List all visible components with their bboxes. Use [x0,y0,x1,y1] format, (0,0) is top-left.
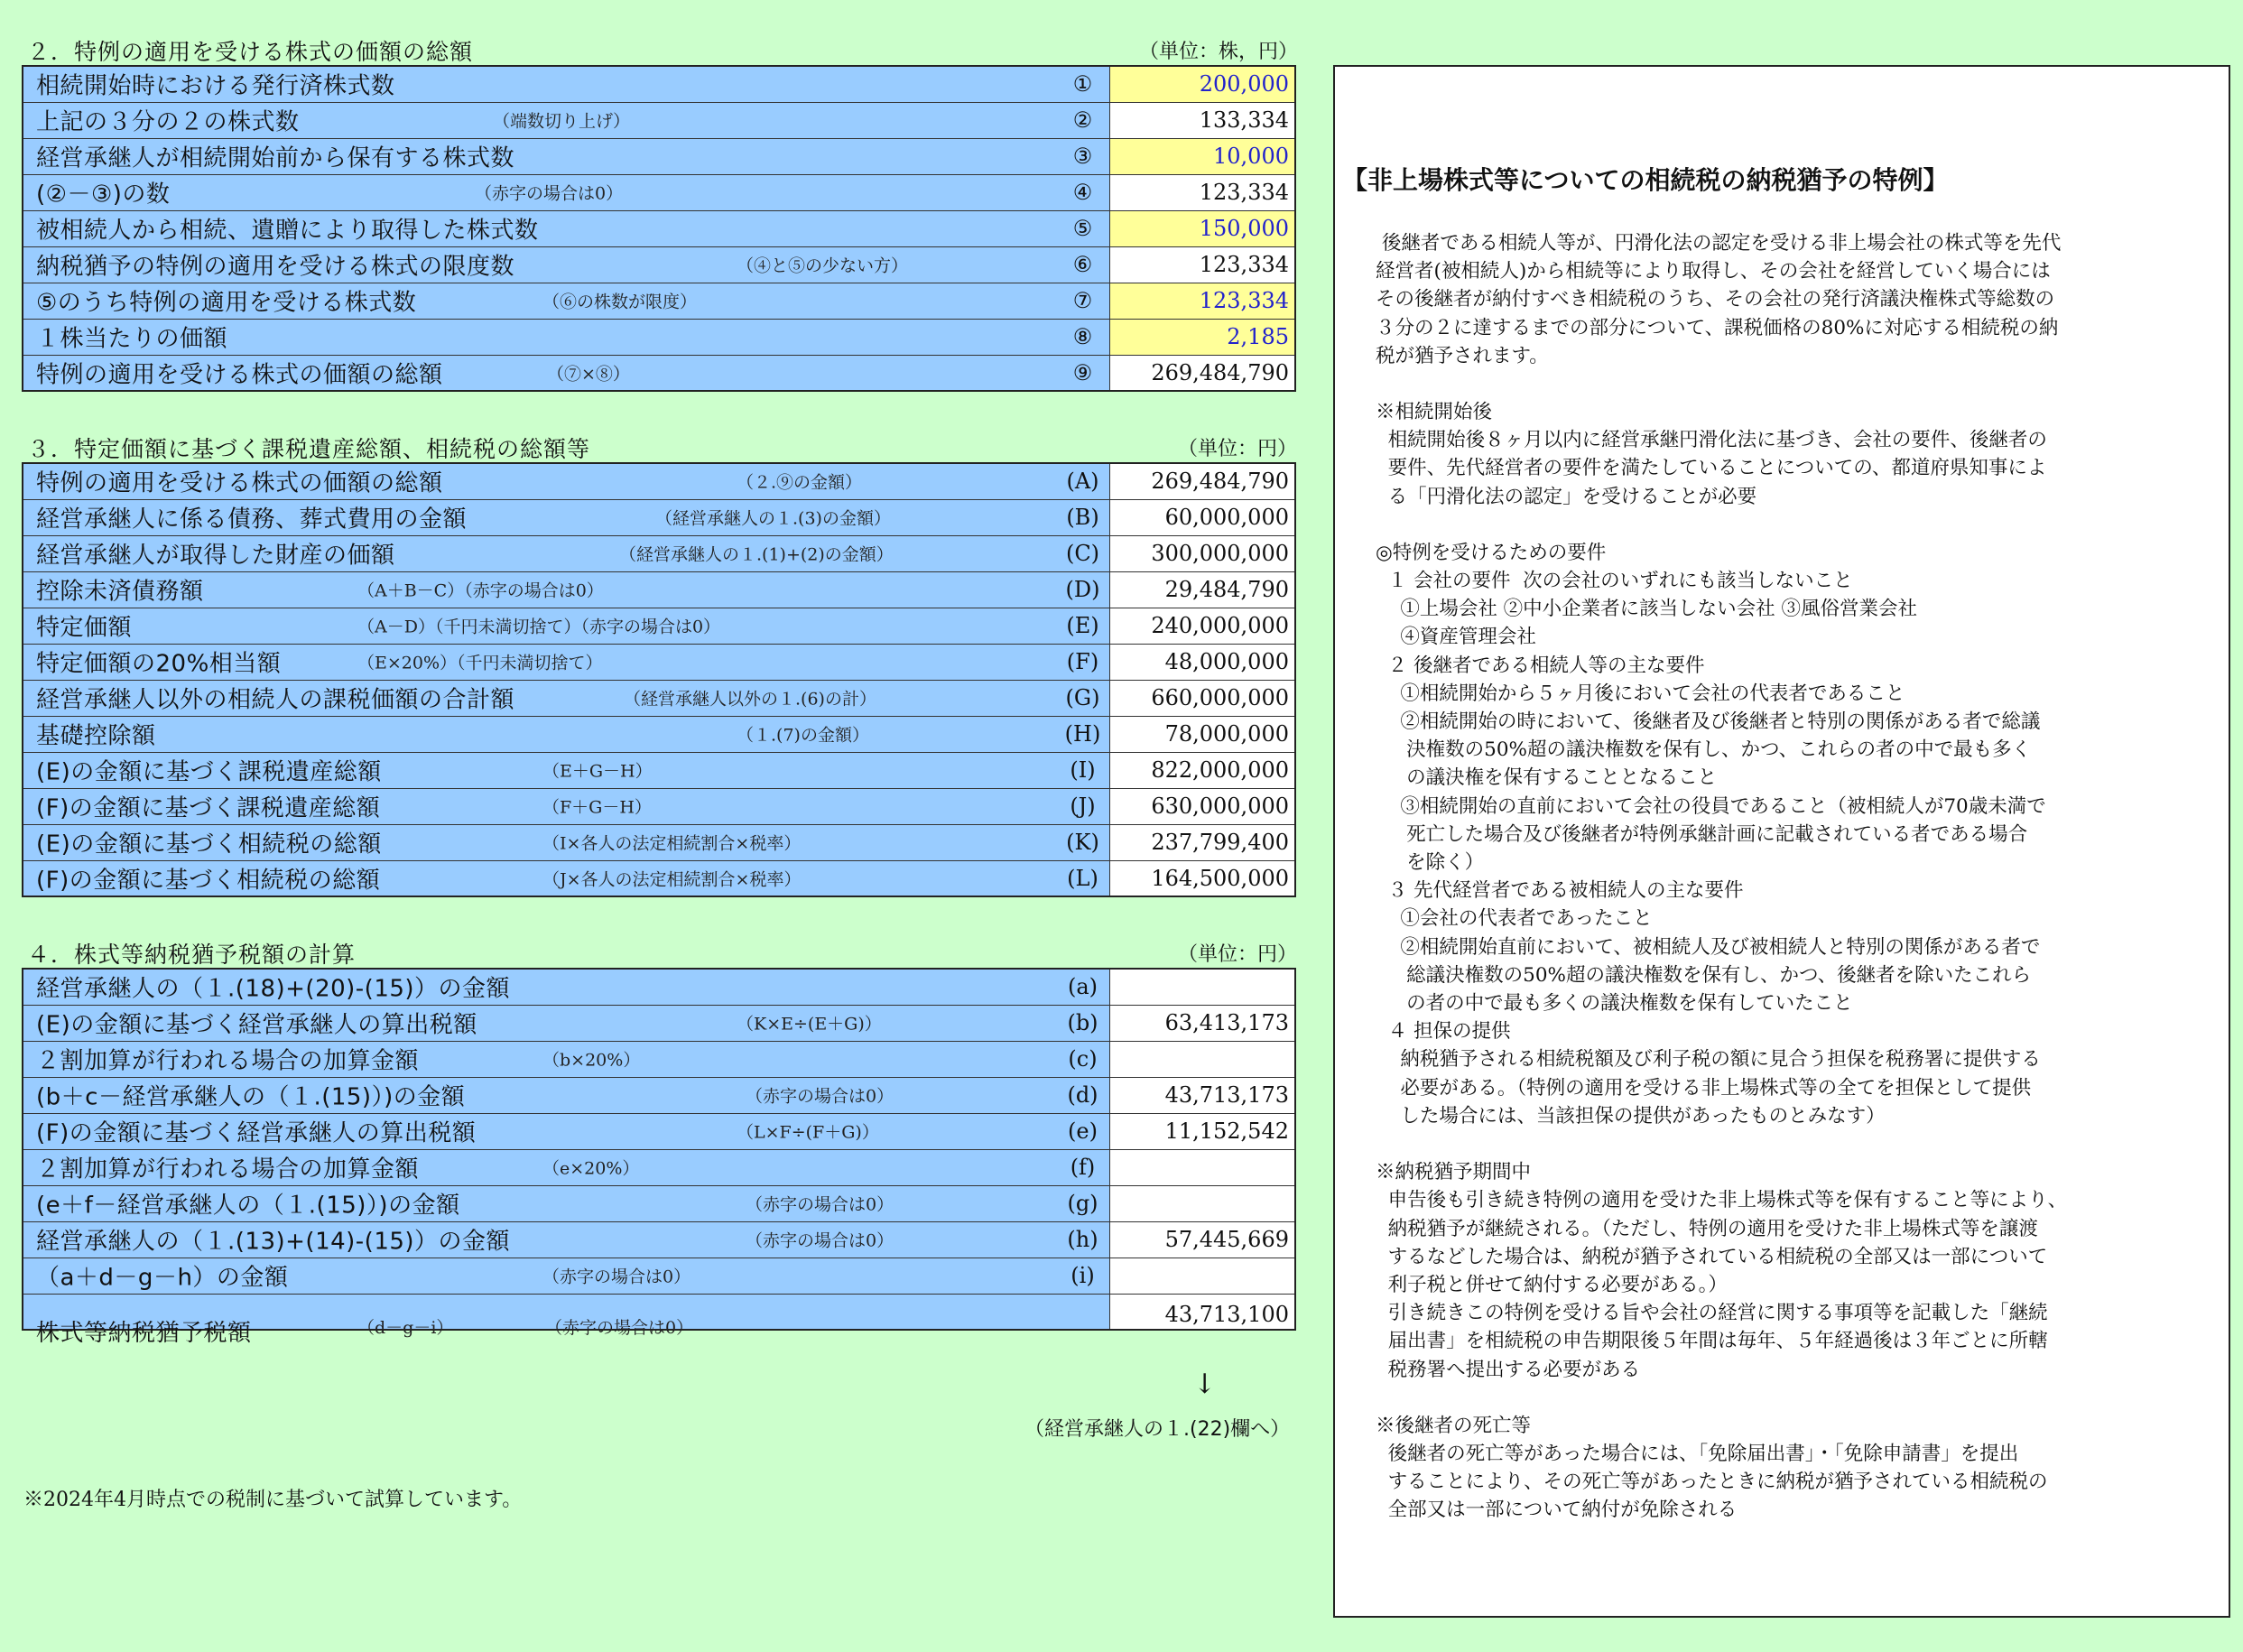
row-note: （E＋G－H） [542,761,653,782]
row-mark: (I) [1070,757,1096,783]
row-mark: (J) [1070,794,1096,819]
row-note: （２.⑨の金額） [737,472,863,493]
info-line: 死亡した場合及び後継者が特例承継計画に記載されている者である場合 [1376,822,2028,846]
row-label: 被相続人から相続、遺贈により取得した株式数 [36,217,539,245]
table-row [23,1149,1295,1185]
row-value[interactable]: 123,334 [1109,283,1295,319]
row-note: （経営承継人の１.(3)の金額） [655,508,891,529]
section4-unit: （単位：円） [1178,943,1298,966]
row-value: 11,152,542 [1109,1113,1295,1149]
row-label-cell [23,752,1109,788]
row-label-cell [23,969,1109,1005]
row-note: （K×E÷(E＋G)） [737,1014,882,1035]
row-label-cell [23,1185,1109,1221]
table-row [23,644,1295,680]
table-row [23,174,1295,210]
row-label-cell [23,680,1109,716]
table-row [23,1113,1295,1149]
row-value[interactable]: 200,000 [1109,66,1295,102]
info-line: 経営者(被相続人)から相続等により取得し、その会社を経営していく場合には [1376,260,2051,283]
row-value [1109,969,1295,1005]
row-label: （a＋d－g－h）の金額 [36,1264,289,1292]
info-line: ３ 先代経営者である被相続人の主な要件 [1376,879,1744,903]
row-label: (F)の金額に基づく相続税の総額 [36,867,381,895]
final-note: （赤字の場合は0） [545,1317,694,1338]
row-value: 123,334 [1109,246,1295,283]
row-value: 269,484,790 [1109,463,1295,499]
info-line: ①上場会社 ②中小企業者に該当しない会社 ③風俗営業会社 [1376,598,1918,621]
table-row [23,1185,1295,1221]
final-value[interactable]: 43,713,100 [1109,1294,1295,1330]
table-row [23,1041,1295,1077]
row-mark: (b) [1067,1010,1098,1035]
info-line: を除く） [1376,851,1485,875]
row-label: 基礎控除額 [36,722,156,750]
info-line: ①会社の代表者であったこと [1376,907,1653,931]
row-label: 上記の３分の２の株式数 [36,108,300,136]
table-row [23,210,1295,246]
section4-table [22,968,1296,1347]
row-mark: (h) [1067,1227,1098,1252]
row-note: （b×20%） [542,1050,641,1071]
row-note: （A－D）（千円未満切捨て）（赤字の場合は0） [357,617,721,637]
section2-title: ２．特例の適用を受ける株式の価額の総額 [27,39,474,65]
row-value: 300,000,000 [1109,535,1295,571]
info-line: ※納税猶予期間中 [1376,1161,1532,1184]
table-row [23,283,1295,319]
info-line: した場合には、当該担保の提供があったものとみなす） [1376,1104,1886,1128]
table-row [23,571,1295,608]
info-line: ②相続開始の時において、後継者及び後継者と特別の関係がある者で総議 [1376,710,2041,734]
table-row [23,463,1295,499]
table-row [23,138,1295,174]
info-line: 申告後も引き続き特例の適用を受けた非上場株式等を保有すること等により、 [1376,1189,2068,1212]
row-label: (E)の金額に基づく課税遺産総額 [36,758,382,786]
row-mark: (A) [1066,469,1099,495]
row-label-cell [23,608,1109,644]
info-line: ①相続開始から５ヶ月後において会社の代表者であること [1376,682,1905,705]
row-mark: ⑥ [1072,252,1093,277]
row-mark: (H) [1064,721,1101,747]
table-row [23,680,1295,716]
row-label: (F)の金額に基づく経営承継人の算出税額 [36,1119,477,1147]
row-label: 特例の適用を受ける株式の価額の総額 [36,361,443,389]
row-label-cell [23,66,1109,102]
info-line: ◎特例を受けるための要件 [1376,541,1607,564]
info-line: 決権数の50%超の議決権数を保有し、かつ、これらの者の中で最も多く [1376,738,2032,762]
row-label-cell [23,716,1109,752]
table-row [23,1221,1295,1258]
table-row [23,355,1295,391]
row-mark: ② [1072,107,1093,133]
info-line [1376,1384,2206,1412]
row-mark: (K) [1066,830,1099,855]
row-note: （⑥の株数が限度） [542,292,698,312]
row-label-cell [23,102,1109,138]
section3-title: ３．特定価額に基づく課税遺産総額、相続税の総額等 [27,436,591,462]
table-row [23,824,1295,860]
row-label: (e＋f－経営承継人の（１.(15)）)の金額 [36,1192,460,1220]
row-mark: ⑨ [1072,359,1093,385]
info-line: ３分の２に達するまでの部分について、課税価格の80%に対応する相続税の納 [1376,316,2059,339]
info-line: る「円滑化法の認定」を受けることが必要 [1376,485,1757,508]
info-line: ④資産管理会社 [1376,626,1536,649]
row-label-cell [23,571,1109,608]
row-note: （④と⑤の少ない方） [737,255,909,276]
info-line [1376,370,2206,398]
info-line: その後継者が納付すべき相続税のうち、その会社の発行済議決権株式等総数の [1376,288,2055,311]
row-mark: ④ [1072,180,1093,205]
info-line: することにより、その死亡等があったときに納税が猶予されている相続税の [1376,1471,2048,1494]
row-mark: ⑧ [1072,324,1093,349]
final-label: 株式等納税猶予税額 [36,1319,252,1347]
row-mark: (i) [1071,1263,1095,1288]
info-line [1376,1130,2206,1158]
info-line: 相続開始後８ヶ月以内に経営承継円滑化法に基づき、会社の要件、後継者の [1376,429,2047,452]
info-panel-text [1376,229,2206,1525]
row-label: (F)の金額に基づく課税遺産総額 [36,794,381,822]
row-label: 特定価額 [36,614,133,642]
row-note: （経営承継人以外の１.(6)の計） [624,689,876,710]
table-row [23,860,1295,896]
row-value: 822,000,000 [1109,752,1295,788]
row-mark: (g) [1067,1191,1098,1216]
final-label-cell [23,1294,1109,1347]
row-mark: (L) [1067,865,1098,891]
table-row [23,969,1295,1005]
row-label: 相続開始時における発行済株式数 [36,72,395,100]
row-note: （赤字の場合は0） [475,183,624,204]
row-mark: ③ [1072,144,1093,169]
row-label: ２割加算が行われる場合の加算金額 [36,1047,420,1075]
row-label: (E)の金額に基づく相続税の総額 [36,831,382,858]
info-line: ③相続開始の直前において会社の役員であること（被相続人が70歳未満で [1376,794,2046,818]
table-row [23,102,1295,138]
info-line: １ 会社の要件 次の会社のいずれにも該当しないこと [1376,570,1853,593]
footnote: ※2024年4月時点での税制に基づいて試算しています。 [23,1489,523,1511]
table-row [23,1005,1295,1041]
row-value: 29,484,790 [1109,571,1295,608]
row-label-cell [23,1149,1109,1185]
info-line: の議決権を保有することとなること [1376,766,1718,790]
row-value [1109,1149,1295,1185]
row-label: 経営承継人の（１.(13)+(14)-(15)）の金額 [36,1228,511,1256]
row-label-cell [23,210,1109,246]
row-label: ２割加算が行われる場合の加算金額 [36,1155,420,1183]
row-mark: (C) [1065,541,1100,566]
row-label: 特定価額の20%相当額 [36,650,282,678]
row-note: （赤字の場合は0） [746,1194,894,1215]
row-value: 164,500,000 [1109,860,1295,896]
table-row [23,319,1295,355]
row-label-cell [23,824,1109,860]
row-note: （端数切り上げ） [493,111,631,132]
row-note: （L×F÷(F＋G)） [737,1122,879,1143]
row-value: 57,445,669 [1109,1221,1295,1258]
row-note: （e×20%） [542,1158,640,1179]
info-line: ２ 後継者である相続人等の主な要件 [1376,654,1705,677]
row-label-cell [23,283,1109,319]
row-mark: (F) [1066,649,1099,674]
row-label: (b＋c－経営承継人の（１.(15)）)の金額 [36,1083,466,1111]
row-label-cell [23,1041,1109,1077]
row-label-cell [23,860,1109,896]
info-line: ②相続開始直前において、被相続人及び被相続人と特別の関係がある者で [1376,935,2041,959]
final-formula: （d－g－i） [357,1317,454,1338]
row-note: （A＋B－C）（赤字の場合は0） [357,580,604,601]
row-label: 経営承継人が取得した財産の価額 [36,542,395,570]
row-mark: ① [1072,71,1093,97]
row-value: 269,484,790 [1109,355,1295,391]
row-label: 経営承継人に係る債務、葬式費用の金額 [36,506,468,534]
info-line [1376,511,2206,539]
table-row [23,716,1295,752]
row-label-cell [23,138,1109,174]
row-label: 特例の適用を受ける株式の価額の総額 [36,469,443,497]
info-line: の者の中で最も多くの議決権数を保有していたこと [1376,992,1853,1016]
table-row [23,788,1295,824]
row-note: （⑦×⑧） [547,364,630,385]
row-value: 237,799,400 [1109,824,1295,860]
info-line: 後継者の死亡等があった場合には、「免除届出書」・「免除申請書」を提出 [1376,1442,2019,1465]
row-label: １株当たりの価額 [36,325,228,353]
row-value: 630,000,000 [1109,788,1295,824]
section4-title: ４．株式等納税猶予税額の計算 [27,942,357,968]
row-label-cell [23,644,1109,680]
row-mark: (e) [1068,1118,1098,1144]
info-line: 要件、先代経営者の要件を満たしていることについての、都道府県知事によ [1376,457,2047,480]
row-note: （I×各人の法定相続割合×税率） [542,833,802,854]
row-label-cell [23,1113,1109,1149]
row-note: （J×各人の法定相続割合×税率） [542,869,802,890]
info-line: ※相続開始後 [1376,401,1493,424]
row-label-cell [23,1077,1109,1113]
row-value: 660,000,000 [1109,680,1295,716]
row-mark: (D) [1065,577,1100,602]
row-value: 48,000,000 [1109,644,1295,680]
row-note: （経営承継人の１.(1)+(2)の金額） [619,544,894,565]
row-mark: (B) [1066,505,1099,530]
row-value [1109,1185,1295,1221]
info-line: 税が猶予されます。 [1376,344,1549,367]
info-line: 利子税と併せて納付する必要がある。） [1376,1273,1728,1296]
info-line: 届出書」を相続税の申告期限後５年間は毎年、５年経過後は３年ごとに所轄 [1376,1330,2048,1353]
row-mark: (a) [1067,974,1098,1000]
row-value: 123,334 [1109,174,1295,210]
row-label-cell [23,174,1109,210]
table-row [23,1258,1295,1294]
row-mark: (G) [1065,685,1100,710]
final-row [23,1294,1295,1330]
table-row [23,66,1295,102]
row-label: 経営承継人が相続開始前から保有する株式数 [36,144,515,172]
table-row [23,1077,1295,1113]
row-label: (②－③)の数 [36,181,171,209]
row-label-cell [23,499,1109,535]
row-value[interactable]: 150,000 [1109,210,1295,246]
section2-table [22,65,1296,392]
row-label-cell [23,355,1109,391]
row-label-cell [23,246,1109,283]
row-note: （１.(7)の金額） [737,725,869,746]
info-panel-title: 【非上場株式等についての相続税の納税猶予の特例】 [1342,165,1949,195]
row-label-cell [23,1221,1109,1258]
info-line: 総議決権数の50%超の議決権数を保有し、かつ、後継者を除いたこれら [1376,963,2032,987]
row-mark: (E) [1066,613,1099,638]
info-line: 納税猶予される相続税額及び利子税の額に見合う担保を税務署に提供する [1376,1048,2041,1072]
row-mark: ⑤ [1072,216,1093,241]
row-label-cell [23,1005,1109,1041]
row-value: 43,713,173 [1109,1077,1295,1113]
row-label-cell [23,535,1109,571]
row-label: (E)の金額に基づく経営承継人の算出税額 [36,1011,477,1039]
row-label: ⑤のうち特例の適用を受ける株式数 [36,289,417,317]
info-panel [1333,65,2230,1618]
row-note: （E×20%）（千円未満切捨て） [357,653,603,673]
info-line: 納税猶予が継続される。（ただし、特例の適用を受けた非上場株式等を譲渡 [1376,1217,2038,1240]
table-row [23,752,1295,788]
row-value: 240,000,000 [1109,608,1295,644]
row-note: （赤字の場合は0） [746,1230,894,1251]
row-mark: (c) [1068,1046,1098,1072]
row-label-cell [23,1258,1109,1294]
info-line: 税務署へ提出する必要がある [1376,1358,1641,1381]
info-line: 必要がある。（特例の適用を受ける非上場株式等の全てを担保として提供 [1376,1076,2032,1100]
row-label-cell [23,788,1109,824]
row-label: 納税猶予の特例の適用を受ける株式の限度数 [36,253,515,281]
section3-table [22,462,1296,897]
table-row [23,608,1295,644]
row-label: 経営承継人以外の相続人の課税価額の合計額 [36,686,515,714]
info-line: 引き続きこの特例を受ける旨や会社の経営に関する事項等を記載した「継続 [1376,1302,2048,1325]
section3-unit: （単位：円） [1178,438,1298,460]
row-value: 63,413,173 [1109,1005,1295,1041]
info-line: ４ 担保の提供 [1376,1020,1511,1044]
row-note: （赤字の場合は0） [542,1267,691,1287]
row-label-cell [23,319,1109,355]
row-note: （F＋G－H） [542,797,652,818]
row-mark: (f) [1070,1155,1096,1180]
table-row [23,535,1295,571]
info-line: ※後継者の死亡等 [1376,1414,1532,1437]
info-line: するなどした場合は、納税が猶予されている相続税の全部又は一部について [1376,1245,2048,1268]
info-line: 後継者である相続人等が、円滑化法の認定を受ける非上場会社の株式等を先代 [1376,232,2062,255]
table-row [23,246,1295,283]
transfer-note: （経営承継人の１.(22)欄へ） [1024,1418,1291,1441]
table-row [23,499,1295,535]
row-mark: (d) [1067,1082,1098,1108]
row-value [1109,1258,1295,1294]
row-value[interactable]: 10,000 [1109,138,1295,174]
row-mark: ⑦ [1072,288,1093,313]
row-label: 経営承継人の（１.(18)+(20)-(15)）の金額 [36,975,511,1003]
row-value [1109,1041,1295,1077]
row-label-cell [23,463,1109,499]
row-value[interactable]: 2,185 [1109,319,1295,355]
row-label: 控除未済債務額 [36,578,204,606]
row-value: 60,000,000 [1109,499,1295,535]
section2-unit: （単位：株，円） [1139,41,1299,63]
row-note: （赤字の場合は0） [746,1086,894,1107]
info-line: 全部又は一部について納付が免除される [1376,1499,1738,1522]
down-arrow-icon: ↓ [1193,1369,1217,1400]
row-value: 133,334 [1109,102,1295,138]
row-value: 78,000,000 [1109,716,1295,752]
